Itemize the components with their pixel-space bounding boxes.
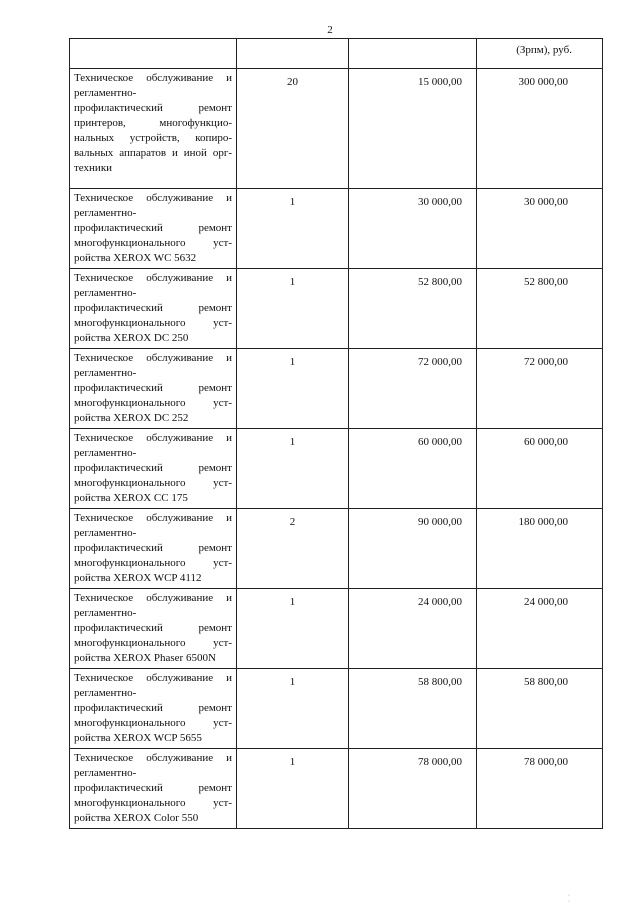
table-header-row: [70, 39, 603, 69]
description-line: Техническое обслуживание и: [74, 592, 232, 604]
quantity-cell: 1: [237, 749, 349, 829]
unit-price-cell: 30 000,00: [349, 189, 477, 269]
total-cell: 58 800,00: [477, 669, 603, 749]
quantity-cell: 1: [237, 349, 349, 429]
description-line: профилактический ремонт: [74, 302, 232, 314]
total-cell: 30 000,00: [477, 189, 603, 269]
quantity-cell: 1: [237, 189, 349, 269]
description-line: ройства XEROX Color 550: [74, 812, 199, 824]
description-line: многофункционального уст-: [74, 797, 232, 809]
description-line: многофункционального уст-: [74, 717, 232, 729]
total-cell: 180 000,00: [477, 509, 603, 589]
description-line: многофункционального уст-: [74, 637, 232, 649]
description-line: ройства XEROX Phaser 6500N: [74, 652, 216, 664]
description-line: многофункционального уст-: [74, 477, 232, 489]
description-line: ройства XEROX DC 250: [74, 332, 189, 344]
table-row: [70, 749, 603, 829]
page-number: 2: [327, 24, 333, 36]
description-line: ройства XEROX WCP 5655: [74, 732, 202, 744]
unit-price-cell: 24 000,00: [349, 589, 477, 669]
description-line: многофункционального уст-: [74, 397, 232, 409]
description-line: ройства XEROX CC 175: [74, 492, 188, 504]
description-line: ройства XEROX DC 252: [74, 412, 189, 424]
description-line: Техническое обслуживание и: [74, 512, 232, 524]
description-line: Техническое обслуживание и: [74, 672, 232, 684]
description-line: многофункционального уст-: [74, 317, 232, 329]
description-line: профилактический ремонт: [74, 542, 232, 554]
quantity-cell: 1: [237, 589, 349, 669]
service-description: [70, 589, 237, 669]
description-line: регламентно-: [74, 527, 137, 539]
description-line: ройства XEROX WCP 4112: [74, 572, 202, 584]
description-line: техники: [74, 162, 113, 174]
total-cell: 78 000,00: [477, 749, 603, 829]
service-description: [70, 429, 237, 509]
table-row: [70, 349, 603, 429]
quantity-cell: 20: [237, 69, 349, 189]
scan-mark: · ·: [568, 893, 573, 905]
unit-price-cell: 78 000,00: [349, 749, 477, 829]
description-line: регламентно-: [74, 607, 137, 619]
description-line: профилактический ремонт: [74, 462, 232, 474]
header-cell-quantity: [237, 39, 349, 69]
service-description: [70, 509, 237, 589]
total-cell: 72 000,00: [477, 349, 603, 429]
header-cell-description: [70, 39, 237, 69]
quantity-cell: 1: [237, 669, 349, 749]
description-line: регламентно-: [74, 767, 137, 779]
description-line: Техническое обслуживание и: [74, 192, 232, 204]
unit-price-cell: 90 000,00: [349, 509, 477, 589]
description-line: регламентно-: [74, 447, 137, 459]
service-description: [70, 189, 237, 269]
total-cell: 24 000,00: [477, 589, 603, 669]
table-row: [70, 669, 603, 749]
table-row: [70, 509, 603, 589]
unit-price-cell: 58 800,00: [349, 669, 477, 749]
table-row: [70, 589, 603, 669]
table-row: [70, 189, 603, 269]
service-description: [70, 669, 237, 749]
table-row: [70, 429, 603, 509]
table-row: [70, 269, 603, 349]
unit-price-cell: 72 000,00: [349, 349, 477, 429]
total-cell: 60 000,00: [477, 429, 603, 509]
unit-price-cell: 60 000,00: [349, 429, 477, 509]
description-line: многофункционального уст-: [74, 237, 232, 249]
total-cell: 300 000,00: [477, 69, 603, 189]
description-line: Техническое обслуживание и: [74, 272, 232, 284]
service-description: [70, 69, 237, 189]
description-line: нальных устройств, копиро-: [74, 132, 232, 144]
description-line: вальных аппаратов и иной орг-: [74, 147, 232, 159]
description-line: профилактический ремонт: [74, 702, 232, 714]
description-line: регламентно-: [74, 687, 137, 699]
header-cell-unit: (Зрпм), руб.: [477, 39, 603, 69]
description-line: регламентно-: [74, 207, 137, 219]
description-line: Техническое обслуживание и: [74, 352, 232, 364]
service-description: [70, 269, 237, 349]
service-description: [70, 349, 237, 429]
description-line: профилактический ремонт: [74, 382, 232, 394]
description-line: принтеров, многофункцио-: [74, 117, 232, 129]
description-line: профилактический ремонт: [74, 102, 232, 114]
description-line: многофункционального уст-: [74, 557, 232, 569]
quantity-cell: 1: [237, 429, 349, 509]
description-line: профилактический ремонт: [74, 622, 232, 634]
table-row: [70, 69, 603, 189]
total-cell: 52 800,00: [477, 269, 603, 349]
description-line: ройства XEROX WC 5632: [74, 252, 197, 264]
description-line: Техническое обслуживание и: [74, 752, 232, 764]
description-line: профилактический ремонт: [74, 222, 232, 234]
description-line: регламентно-: [74, 87, 137, 99]
description-line: регламентно-: [74, 287, 137, 299]
services-table: [69, 38, 603, 829]
quantity-cell: 2: [237, 509, 349, 589]
description-line: Техническое обслуживание и: [74, 432, 232, 444]
header-cell-price: [349, 39, 477, 69]
service-description: [70, 749, 237, 829]
quantity-cell: 1: [237, 269, 349, 349]
unit-price-cell: 15 000,00: [349, 69, 477, 189]
description-line: Техническое обслуживание и: [74, 72, 232, 84]
description-line: профилактический ремонт: [74, 782, 232, 794]
description-line: регламентно-: [74, 367, 137, 379]
unit-price-cell: 52 800,00: [349, 269, 477, 349]
